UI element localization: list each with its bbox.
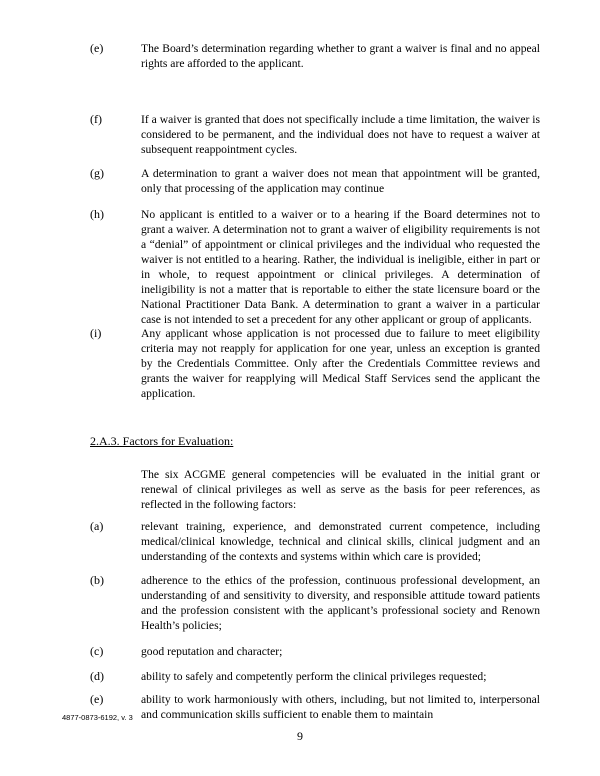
item-text: If a waiver is granted that does not specifically include a time limitation, the waiver is considered to be permanent, and the individual does not have to request a waiver at subsequent reappointment cycles. <box>141 113 540 156</box>
item-text: good reputation and character; <box>141 645 283 658</box>
item-label: (f) <box>90 112 102 126</box>
list-item-f <box>90 112 540 157</box>
item-text: The Board’s determination regarding whether to grant a waiver is final and no appeal rights are afforded to the applicant. <box>141 42 540 70</box>
item-text: Any applicant whose application is not processed due to failure to meet eligibility criteria may not reapply for application for one year, unless an exception is granted by the Credentials Committee. Only after the Credentials Committee reviews and grants the waiver for reapplying will Medical Staff Services send the applicant the application. <box>141 327 540 400</box>
item-label: (c) <box>90 644 104 658</box>
item-label: (a) <box>90 519 104 533</box>
factor-item-d <box>90 669 540 684</box>
item-label: (e) <box>90 692 104 706</box>
item-label: (e) <box>90 41 104 55</box>
item-label: (b) <box>90 573 104 587</box>
item-text: ability to work harmoniously with others, including, but not limited to, interpersonal and communication skills sufficient to enable them to maintain <box>141 693 540 721</box>
section-heading-suffix: : <box>229 434 234 448</box>
item-text: adherence to the ethics of the profession, continuous professional development, an understanding of and sensitivity to diversity, and responsible attitude toward patients and the profession consistent with the applicant’s professional society and Renown Health’s policies; <box>141 574 540 632</box>
section-heading <box>90 434 233 449</box>
item-label: (d) <box>90 669 104 683</box>
item-text: ability to safely and competently perform the clinical privileges requested; <box>141 670 487 683</box>
list-item-e <box>90 41 540 71</box>
item-text: A determination to grant a waiver does not mean that appointment will be granted, only that processing of the application may continue <box>141 167 540 195</box>
document-id: 4877-0873-6192, v. 3 <box>62 713 133 722</box>
page-number: 9 <box>297 729 303 743</box>
factor-item-b <box>90 573 540 633</box>
factor-item-c <box>90 644 540 659</box>
item-text: relevant training, experience, and demonstrated current competence, including medical/clinical knowledge, technical and clinical skills, clinical judgment and an understanding of the contexts and systems within which care is provided; <box>141 520 540 563</box>
factor-item-e <box>90 692 540 722</box>
item-label: (h) <box>90 207 104 221</box>
list-item-h <box>90 207 540 327</box>
list-item-i <box>90 326 540 401</box>
section-intro: The six ACGME general competencies will be evaluated in the initial grant or renewal of clinical privileges as well as serve as the basis for peer references, as reflected in the following factors: <box>141 468 540 511</box>
item-label: (g) <box>90 166 104 180</box>
factor-item-a <box>90 519 540 564</box>
section-heading-text: 2.A.3. Factors for Evaluation <box>90 434 230 448</box>
list-item-g <box>90 166 540 196</box>
item-label: (i) <box>90 326 102 340</box>
item-text: No applicant is entitled to a waiver or to a hearing if the Board determines not to grant a waiver. A determination not to grant a waiver of eligibility requirements is not a “denial” of appointment or clinical privileges and the individual who requested the waiver is not entitled to a hearing. Rather, the individual is ineligible, either in part or in whole, to request appointment or clinical privileges. A determination of ineligibility is not a matter that is reportable to either the state licensure board or the National Practitioner Data Bank. A determination to grant a waiver in a particular case is not intended to set a precedent for any other applicant or group of applicants. <box>141 208 540 326</box>
